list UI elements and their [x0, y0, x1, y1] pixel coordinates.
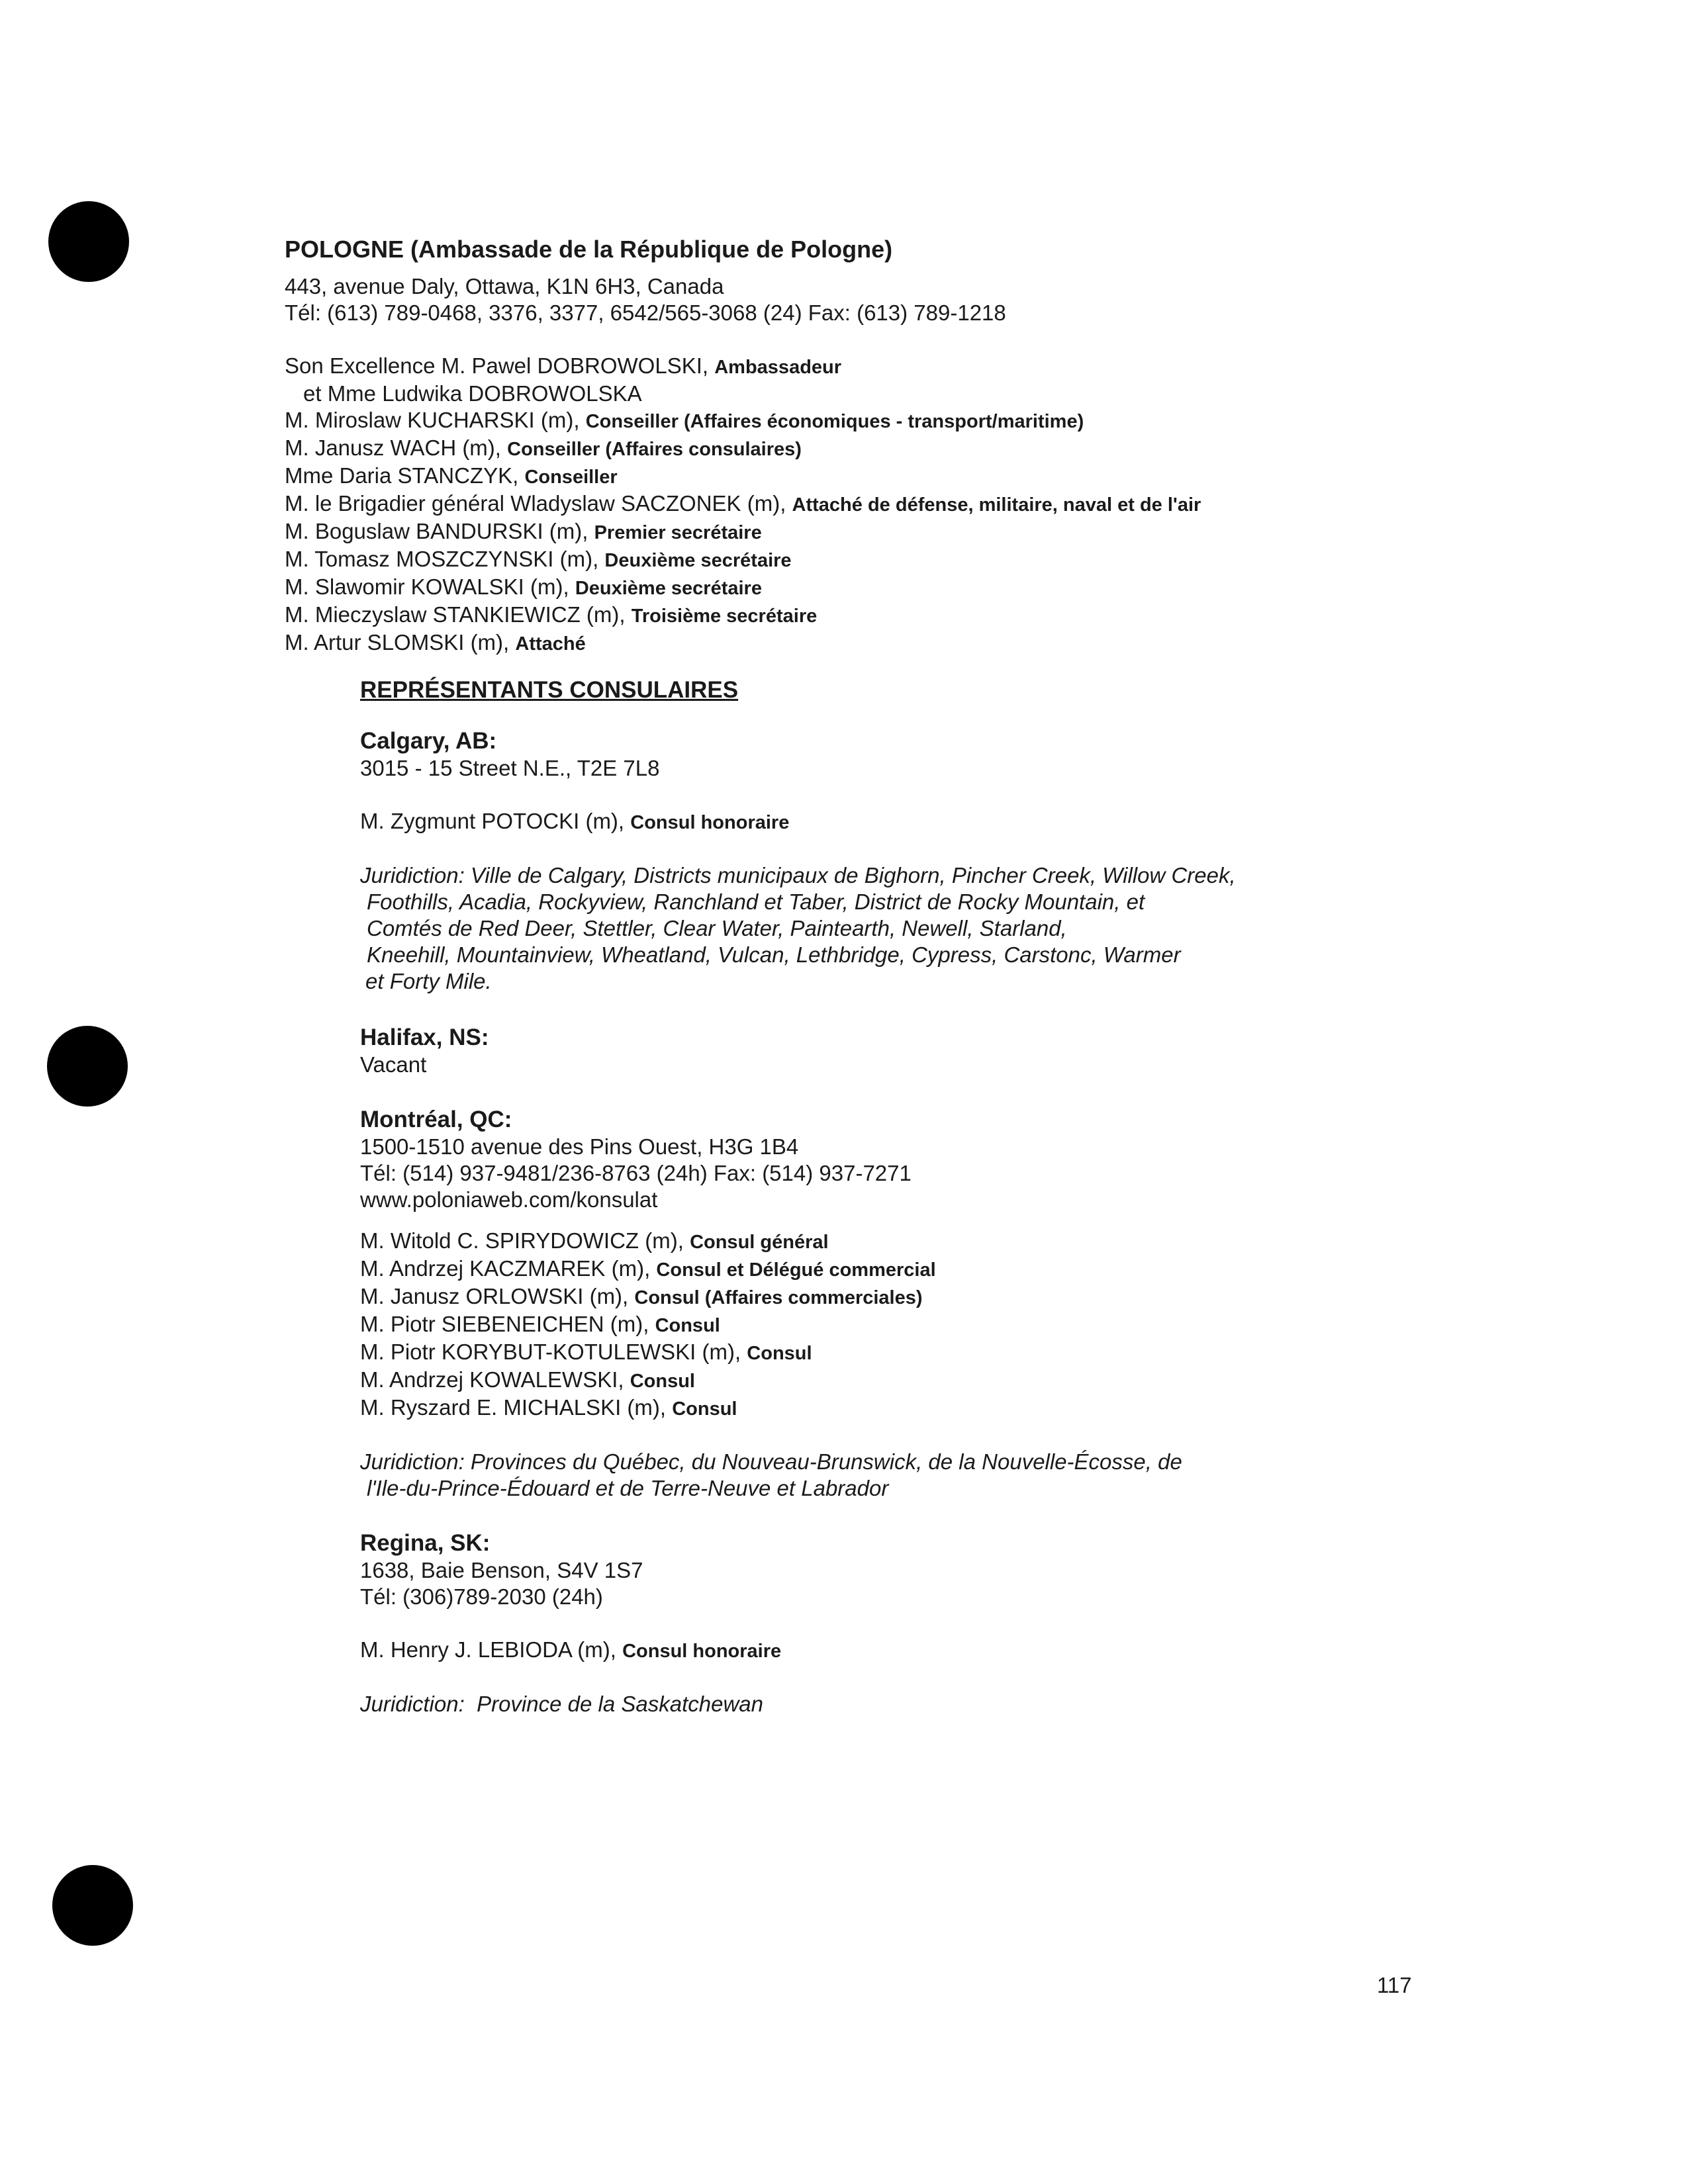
- spacer: [360, 1664, 1476, 1691]
- staff-row: [360, 1394, 1476, 1422]
- consulate-halifax: [360, 1024, 1476, 1078]
- staff-name: M. Henry J. LEBIODA (m),: [360, 1637, 623, 1662]
- staff-row: [360, 808, 1476, 836]
- jurisdiction-text: Provinces du Québec, du Nouveau-Brunswick, de la Nouvelle-Écosse, de: [470, 1449, 1182, 1474]
- embassy-phone: Tél: (613) 789-0468, 3376, 3377, 6542/565-3068 (24) Fax: (613) 789-1218: [285, 300, 1006, 325]
- staff-list: [285, 353, 1476, 657]
- staff-name: M. Andrzej KOWALEWSKI,: [360, 1367, 630, 1392]
- spacer: [360, 1502, 1476, 1529]
- city-heading: Halifax, NS:: [360, 1024, 489, 1050]
- city-heading: Regina, SK:: [360, 1530, 491, 1556]
- staff-name: M. Zygmunt POTOCKI (m),: [360, 809, 631, 833]
- staff-row: [360, 1339, 1476, 1367]
- staff-name: M. Mieczyslaw STANKIEWICZ (m),: [285, 602, 632, 627]
- jurisdiction-line: l'Ile-du-Prince-Édouard et de Terre-Neuve et Labrador: [367, 1476, 889, 1500]
- staff-name: Mme Daria STANCZYK,: [285, 463, 525, 488]
- staff-row: [285, 435, 1476, 463]
- staff-name: M. Piotr KORYBUT-KOTULEWSKI (m),: [360, 1340, 747, 1364]
- staff-row: [285, 463, 1476, 490]
- staff-row: [285, 490, 1476, 518]
- staff-rank: Deuxième secrétaire: [575, 578, 762, 599]
- staff-row: [285, 574, 1476, 602]
- jurisdiction-label: Juridiction:: [360, 1692, 477, 1716]
- staff-row: [360, 1283, 1476, 1311]
- staff-rank: Consul: [630, 1371, 695, 1392]
- city-heading: Calgary, AB:: [360, 728, 497, 754]
- staff-name: M. Artur SLOMSKI (m),: [285, 630, 516, 655]
- consular-section: [360, 657, 1476, 1717]
- staff-row: [360, 1367, 1476, 1394]
- consulate-calgary: [360, 727, 1476, 995]
- jurisdiction-line: Kneehill, Mountainview, Wheatland, Vulcan, Lethbridge, Cypress, Carstonc, Warmer: [367, 942, 1181, 967]
- staff-row: [285, 407, 1476, 435]
- staff-name: M. Tomasz MOSZCZYNSKI (m),: [285, 547, 605, 571]
- staff-name: M. Slawomir KOWALSKI (m),: [285, 574, 575, 599]
- spacer: [285, 326, 1476, 353]
- staff-rank: Consul et Délégué commercial: [656, 1259, 936, 1281]
- jurisdiction-line: Comtés de Red Deer, Stettler, Clear Water, Paintearth, Newell, Starland,: [367, 916, 1067, 940]
- consular-heading: REPRÉSENTANTS CONSULAIRES: [360, 677, 739, 703]
- jurisdiction-text: Province de la Saskatchewan: [477, 1692, 763, 1716]
- city-heading: Montréal, QC:: [360, 1107, 512, 1132]
- staff-rank: Troisième secrétaire: [631, 606, 818, 627]
- page-number: 117: [1377, 1973, 1412, 1997]
- staff-rank: Consul honoraire: [630, 812, 790, 833]
- staff-rank: Premier secrétaire: [594, 522, 762, 543]
- staff-rank: Deuxième secrétaire: [604, 550, 792, 571]
- staff-rank: Conseiller: [524, 467, 618, 488]
- spacer: [360, 1078, 1476, 1106]
- punch-hole-top: [48, 201, 129, 282]
- spacer: [360, 1422, 1476, 1449]
- embassy-address: 443, avenue Daly, Ottawa, K1N 6H3, Canada: [285, 274, 724, 298]
- consulate-address: 1500-1510 avenue des Pins Ouest, H3G 1B4: [360, 1134, 799, 1159]
- staff-name: et Mme Ludwika DOBROWOLSKA: [303, 381, 642, 406]
- staff-name: M. Janusz ORLOWSKI (m),: [360, 1284, 635, 1308]
- staff-row: [360, 1311, 1476, 1339]
- staff-name: M. Boguslaw BANDURSKI (m),: [285, 519, 594, 543]
- jurisdiction-line: [360, 1449, 1476, 1475]
- staff-name: M. Piotr SIEBENEICHEN (m),: [360, 1312, 655, 1336]
- jurisdiction-line: [360, 1691, 1476, 1717]
- jurisdiction-label: Juridiction:: [360, 1449, 471, 1474]
- spacer: [360, 657, 1476, 676]
- staff-name: Son Excellence M. Pawel DOBROWOLSKI,: [285, 353, 715, 378]
- staff-row: [285, 546, 1476, 574]
- staff-rank: Ambassadeur: [714, 357, 842, 378]
- staff-row: [285, 602, 1476, 629]
- consulate-address: 1638, Baie Benson, S4V 1S7: [360, 1558, 643, 1582]
- staff-row: [360, 1637, 1476, 1664]
- consulate-phone: Tél: (306)789-2030 (24h): [360, 1584, 603, 1609]
- consulate-regina: [360, 1529, 1476, 1717]
- staff-rank: Consul général: [690, 1232, 829, 1253]
- staff-row: [285, 518, 1476, 546]
- staff-row: [285, 353, 1476, 381]
- consulate-montreal: [360, 1106, 1476, 1502]
- spacer: [360, 782, 1476, 808]
- staff-rank: Attaché: [515, 633, 586, 655]
- consulate-status: Vacant: [360, 1052, 427, 1077]
- staff-rank: Attaché de défense, militaire, naval et de l'air: [792, 494, 1201, 516]
- jurisdiction-label: Juridiction:: [360, 863, 471, 887]
- staff-name: M. Witold C. SPIRYDOWICZ (m),: [360, 1228, 690, 1253]
- spacer: [360, 1213, 1476, 1228]
- staff-rank: Conseiller (Affaires consulaires): [507, 439, 802, 460]
- staff-rank: Consul: [747, 1343, 812, 1364]
- staff-row: [360, 1255, 1476, 1283]
- staff-name: M. le Brigadier général Wladyslaw SACZONEK (m),: [285, 491, 792, 516]
- spacer: [360, 705, 1476, 727]
- spacer: [360, 1610, 1476, 1637]
- jurisdiction-line: Foothills, Acadia, Rockyview, Ranchland et Taber, District de Rocky Mountain, et: [367, 889, 1145, 914]
- jurisdiction-line: [360, 862, 1476, 889]
- staff-rank: Consul (Affaires commerciales): [634, 1287, 923, 1308]
- consulate-address: 3015 - 15 Street N.E., T2E 7L8: [360, 756, 660, 780]
- staff-rank: Consul honoraire: [622, 1641, 782, 1662]
- consulate-website: www.poloniaweb.com/konsulat: [360, 1187, 658, 1212]
- staff-row: [285, 629, 1476, 657]
- staff-rank: Consul: [672, 1398, 737, 1420]
- punch-hole-middle: [47, 1026, 128, 1107]
- staff-rank: Consul: [655, 1315, 720, 1336]
- staff-name: M. Ryszard E. MICHALSKI (m),: [360, 1395, 673, 1420]
- spacer: [360, 995, 1476, 1024]
- staff-name: M. Andrzej KACZMAREK (m),: [360, 1256, 657, 1281]
- jurisdiction-line: et Forty Mile.: [365, 969, 492, 993]
- consulate-phone: Tél: (514) 937-9481/236-8763 (24h) Fax: (514) 937-7271: [360, 1161, 912, 1185]
- staff-name: M. Miroslaw KUCHARSKI (m),: [285, 408, 586, 432]
- staff-rank: Conseiller (Affaires économiques - transport/maritime): [585, 411, 1084, 432]
- page-content: [285, 235, 1476, 1717]
- staff-name: M. Janusz WACH (m),: [285, 435, 508, 460]
- staff-row: [285, 381, 1476, 407]
- staff-row: [360, 1228, 1476, 1255]
- spacer: [360, 836, 1476, 862]
- embassy-title: POLOGNE (Ambassade de la République de Pologne): [285, 236, 893, 263]
- punch-hole-bottom: [52, 1865, 133, 1946]
- jurisdiction-text: Ville de Calgary, Districts municipaux de Bighorn, Pincher Creek, Willow Creek,: [470, 863, 1236, 887]
